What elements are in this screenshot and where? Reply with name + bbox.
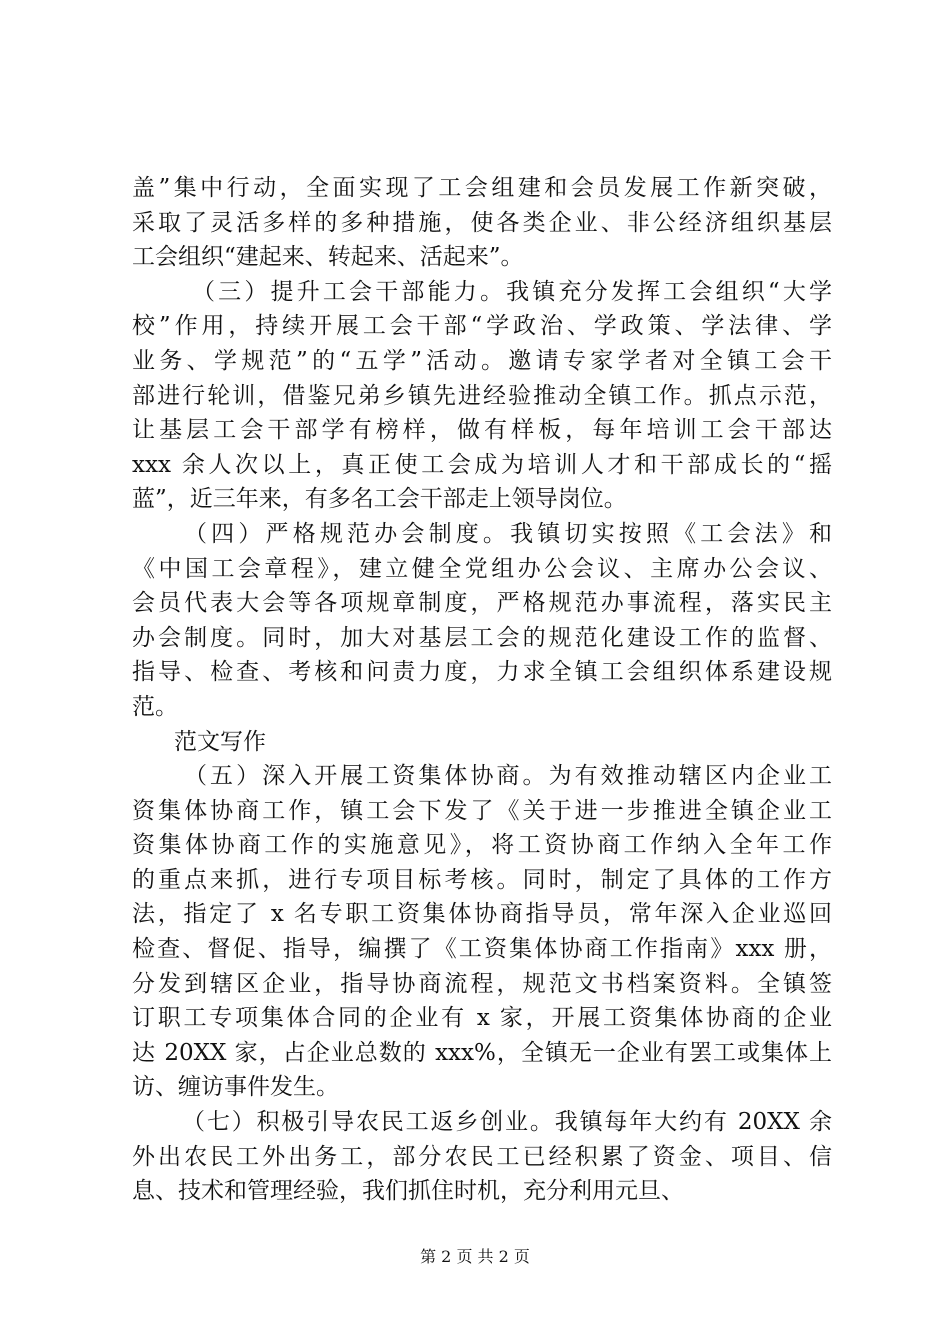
text-line: 采取了灵活多样的多种措施，使各类企业、非公经济组织基层 [132,209,832,236]
text-line: 《中国工会章程》，建立健全党组办公会议、主席办公会议、 [132,555,832,582]
text-line: xxx 余人次以上，真正使工会成为培训人才和干部成长的“摇 [132,451,832,478]
text-line: 让基层工会干部学有榜样，做有样板，每年培训工会干部达 [132,417,832,444]
text-line: 蓝”，近三年来，有多名工会干部走上领导岗位。 [132,486,627,513]
text-line: 的重点来抓，进行专项目标考核。同时，制定了具体的工作方 [132,866,832,893]
text-line: 指导、检查、考核和问责力度，力求全镇工会组织体系建设规 [132,659,832,686]
text-line: 办会制度。同时，加大对基层工会的规范化建设工作的监督、 [132,624,832,651]
text-line: 盖”集中行动，全面实现了工会组建和会员发展工作新突破， [132,175,832,201]
text-line: 外出农民工外出务工，部分农民工已经积累了资金、项目、信 [132,1143,832,1170]
text-line: 订职工专项集体合同的企业有 x 家，开展工资集体协商的企业 [132,1005,832,1032]
text-line: 业务、学规范”的“五学”活动。邀请专家学者对全镇工会干 [132,347,832,374]
text-line: 会员代表大会等各项规章制度，严格规范办事流程，落实民主 [132,590,832,617]
section-heading-line: （三）提升工会干部能力。我镇充分发挥工会组织“大学 [192,278,832,305]
text-line: 部进行轮训，借鉴兄弟乡镇先进经验推动全镇工作。抓点示范， [132,382,832,409]
text-line: 访、缠访事件发生。 [132,1074,339,1101]
text-line: 工会组织“建起来、转起来、活起来”。 [132,244,524,271]
section-heading-line: （四）严格规范办会制度。我镇切实按照《工会法》和 [184,520,832,547]
section-heading-line: （五）深入开展工资集体协商。为有效推动辖区内企业工 [184,763,832,790]
inline-label: 范文写作 [174,728,266,755]
page-number-footer: 第 2 页 共 2 页 [420,1247,530,1266]
text-line: 法，指定了 x 名专职工资集体协商指导员，常年深入企业巡回 [132,901,832,928]
text-line: 息、技术和管理经验，我们抓住时机，充分利用元旦、 [132,1178,684,1205]
text-line: 资集体协商工作，镇工会下发了《关于进一步推进全镇企业工 [132,797,832,824]
document-body [132,171,832,1209]
text-line: 达 20XX 家，占企业总数的 xxx%，全镇无一企业有罢工或集体上 [132,1039,832,1066]
section-heading-line: （七）积极引导农民工返乡创业。我镇每年大约有 20XX 余 [182,1109,832,1136]
text-line: 校”作用，持续开展工会干部“学政治、学政策、学法律、学 [132,313,832,340]
text-line: 分发到辖区企业，指导协商流程，规范文书档案资料。全镇签 [132,970,832,997]
text-line: 检查、督促、指导，编撰了《工资集体协商工作指南》xxx 册， [132,936,832,963]
text-line: 资集体协商工作的实施意见》，将工资协商工作纳入全年工作 [132,832,832,859]
text-line: 范。 [132,693,178,720]
